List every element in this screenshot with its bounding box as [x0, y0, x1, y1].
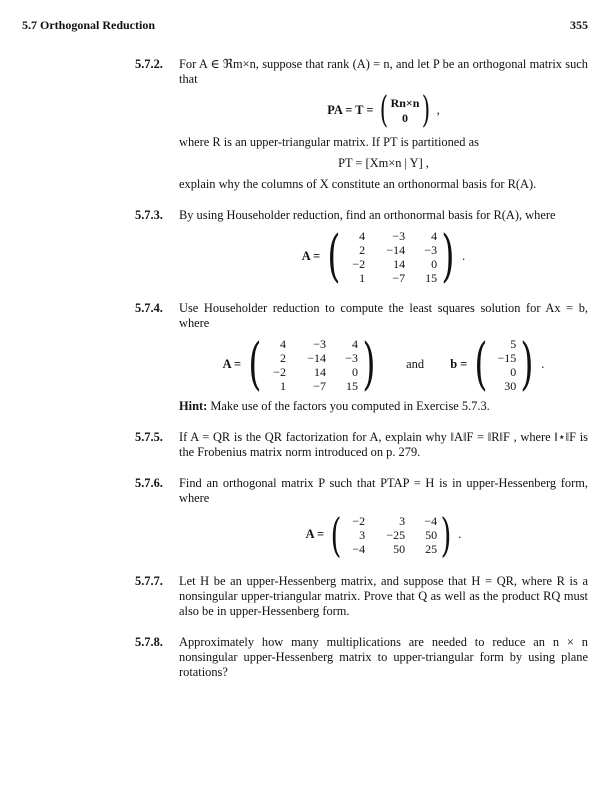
matrix-entry: 14 [314, 364, 327, 379]
matrix-entry: 0 [431, 256, 438, 271]
matrix-entry: 4 [431, 228, 438, 243]
matrix-equation: A = ( −2 3 −4 3 −25 50 −4 50 25 ) . [305, 508, 462, 562]
matrix-equation: A = ( 4 −3 4 2 −14 −3 −2 14 0 1 −7 15 ) . [301, 224, 466, 289]
matrix-entry: −3 [313, 336, 327, 351]
matrix-entry: 0 [352, 364, 359, 379]
matrix-entry: −2 [352, 513, 366, 528]
matrix-equation: A = ( 4 −3 4 2 −14 −3 −2 14 0 1 −7 15 ) and b = ( 5 −15 0 30 ) . [222, 332, 545, 397]
exercise-5-7-6 [22, 476, 588, 562]
matrix-entry: 25 [425, 541, 438, 556]
matrix-entry: −7 [392, 270, 406, 285]
vector-b [492, 338, 516, 393]
equation-lhs: PA = T = [327, 102, 374, 117]
matrix-entry: −3 [424, 242, 438, 257]
exercise-number: 5.7.6. [135, 476, 163, 490]
right-paren: ) [440, 508, 452, 562]
exercise-5-7-7 [22, 574, 588, 619]
matrix-entry: 4 [352, 336, 359, 351]
exercise-number: 5.7.4. [135, 301, 163, 315]
matrix-entry: −4 [352, 541, 366, 556]
matrix-lhs: A = [222, 356, 242, 371]
matrix-entry: 15 [425, 270, 438, 285]
exercise-intro: For A ∈ ℜm×n, suppose that rank (A) = n, and let P be an orthogonal matrix such that [179, 57, 588, 86]
exercise-after: where R is an upper-triangular matrix. If PT is partitioned as [179, 135, 479, 149]
right-paren: ) [362, 332, 376, 397]
exercise-text: Let H be an upper-Hessenberg matrix, and suppose that H = QR, where R is a nonsingular upper-triangular matrix. Prove that Q as well as the product RQ must also be in upper-Hessenberg form. [179, 574, 588, 618]
matrix-entry: −4 [424, 513, 438, 528]
matrix-entry: 1 [280, 378, 287, 393]
block-bottom: 0 [402, 111, 409, 125]
matrix-entry: 3 [399, 513, 406, 528]
matrix-entry: 1 [359, 270, 366, 285]
matrix-entry: −15 [497, 350, 517, 365]
right-paren: ) [422, 90, 431, 131]
exercise-5-7-2 [22, 57, 588, 192]
matrix-entry: −2 [273, 364, 287, 379]
left-paren: ( [379, 90, 388, 131]
matrix-entry: 50 [393, 541, 406, 556]
matrix-entry: 4 [359, 228, 366, 243]
matrix-entry: −14 [386, 242, 406, 257]
matrix-entry: 30 [504, 378, 517, 393]
matrix-entry: −25 [386, 527, 406, 542]
exercise-intro: By using Householder reduction, find an orthonormal basis for R(A), where [179, 208, 556, 222]
matrix-entry: 15 [346, 378, 359, 393]
right-paren: ) [441, 224, 455, 289]
exercise-number: 5.7.5. [135, 430, 163, 444]
exercise-5-7-5 [22, 430, 588, 460]
right-paren: ) [520, 332, 534, 397]
matrix-entry: 3 [359, 527, 366, 542]
exercise-text: If A = QR is the QR factorization for A, explain why ‖A‖F = ‖R‖F , where ‖⋆‖F is the Frobenius matrix norm introduced on p. 279. [179, 430, 588, 459]
equation-pt: PT = [Xm×n | Y] , [338, 156, 429, 170]
matrix-entry: 0 [510, 364, 517, 379]
equation-pa-t: PA = T = ( Rn×n 0 ) , [327, 90, 440, 131]
exercise-5-7-3 [22, 208, 588, 289]
matrix-entry: 5 [510, 336, 517, 351]
hint-text: Make use of the factors you computed in Exercise 5.7.3. [210, 399, 490, 413]
running-head [22, 18, 588, 33]
exercise-number: 5.7.2. [135, 57, 163, 71]
matrix-entry: 2 [359, 242, 366, 257]
matrix-entry: 4 [280, 336, 287, 351]
matrix-a [345, 230, 437, 285]
exercise-5-7-8 [22, 635, 588, 680]
left-paren: ( [327, 224, 341, 289]
matrix-a [345, 515, 437, 556]
matrix-entry: 2 [280, 350, 287, 365]
matrix-entry: −14 [307, 350, 327, 365]
left-paren: ( [330, 508, 342, 562]
hint-label: Hint: [179, 399, 208, 413]
left-paren: ( [248, 332, 262, 397]
exercise-number: 5.7.8. [135, 635, 163, 649]
matrix-lhs: A = [305, 526, 325, 541]
exercise-intro: Use Householder reduction to compute the least squares solution for Ax = b, where [179, 301, 588, 330]
hint [179, 399, 588, 414]
block-top: Rn×n [390, 96, 420, 110]
left-paren: ( [474, 332, 488, 397]
matrix-entry: −7 [313, 378, 327, 393]
exercise-number: 5.7.3. [135, 208, 163, 222]
matrix-entry: −2 [352, 256, 366, 271]
page-number: 355 [570, 18, 588, 32]
and-word: and [406, 356, 425, 371]
vector-lhs: b = [450, 356, 468, 371]
matrix-entry: −3 [345, 350, 359, 365]
matrix-lhs: A = [301, 248, 321, 263]
exercise-number: 5.7.7. [135, 574, 163, 588]
exercise-text: Approximately how many multiplications are needed to reduce an n × n nonsingular upper-Hessenberg matrix to upper-triangular form by using plane rotations? [179, 635, 588, 679]
matrix-entry: −3 [392, 228, 406, 243]
matrix-a [266, 338, 358, 393]
matrix-entry: 14 [393, 256, 406, 271]
exercise-tail: explain why the columns of X constitute an orthonormal basis for R(A). [179, 177, 537, 191]
exercise-intro: Find an orthogonal matrix P such that PTAP = H is in upper-Hessenberg form, where [179, 476, 588, 505]
matrix-entry: 50 [425, 527, 438, 542]
section-title: 5.7 Orthogonal Reduction [22, 18, 156, 32]
exercise-5-7-4 [22, 301, 588, 414]
